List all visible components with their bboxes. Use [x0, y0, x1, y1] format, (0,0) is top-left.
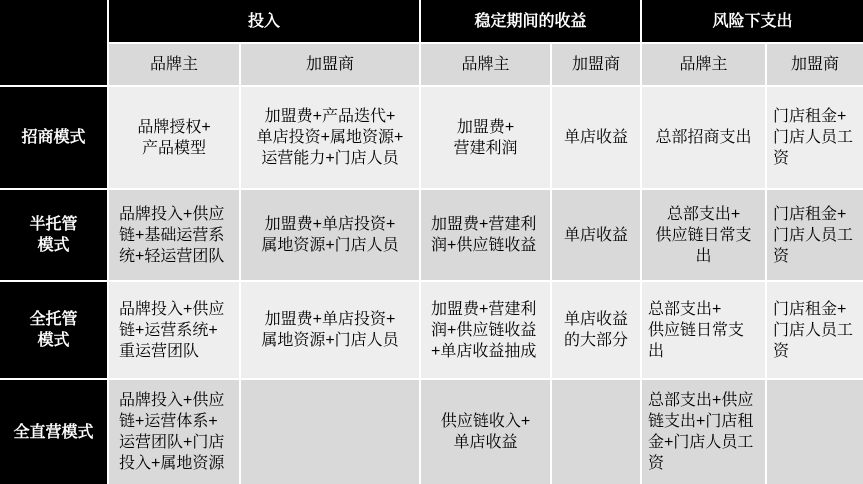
subheader-risk-franchisee: 加盟商	[767, 44, 863, 85]
row-label: 全托管 模式	[0, 282, 107, 378]
cell-income-brand-owner: 加盟费+ 营建利润	[421, 87, 550, 188]
cell-investment-brand-owner: 品牌投入+供应 链+运营体系+ 运营团队+门店 投入+属地资源	[109, 380, 239, 484]
cell-risk-brand-owner: 总部支出+ 供应链日常支 出	[642, 190, 765, 280]
subheader-income-franchisee: 加盟商	[552, 44, 640, 85]
cell-investment-brand-owner: 品牌投入+供应 链+运营系统+ 重运营团队	[109, 282, 239, 378]
row-label: 全直营模式	[0, 380, 107, 484]
cell-income-franchisee: 单店收益	[552, 87, 640, 188]
cell-risk-franchisee: 门店租金+ 门店人员工 资	[767, 190, 863, 280]
cell-risk-brand-owner: 总部招商支出	[642, 87, 765, 188]
cell-income-franchisee: 单店收益	[552, 190, 640, 280]
cell-investment-franchisee: 加盟费+产品迭代+ 单店投资+属地资源+ 运营能力+门店人员	[241, 87, 419, 188]
corner-cell	[0, 0, 107, 85]
subheader-risk-brand-owner: 品牌主	[642, 44, 765, 85]
cell-income-brand-owner: 加盟费+营建利 润+供应链收益 +单店收益抽成	[421, 282, 550, 378]
header-stable-income: 稳定期间的收益	[421, 0, 640, 42]
header-investment: 投入	[109, 0, 419, 42]
row-label: 招商模式	[0, 87, 107, 188]
cell-investment-franchisee: 加盟费+单店投资+ 属地资源+门店人员	[241, 190, 419, 280]
cell-risk-brand-owner: 总部支出+ 供应链日常支 出	[642, 282, 765, 378]
cell-income-franchisee-empty	[552, 380, 640, 484]
subheader-income-brand-owner: 品牌主	[421, 44, 550, 85]
cell-investment-brand-owner: 品牌授权+ 产品模型	[109, 87, 239, 188]
cell-risk-franchisee: 门店租金+ 门店人员工 资	[767, 282, 863, 378]
cell-income-franchisee: 单店收益 的大部分	[552, 282, 640, 378]
cell-investment-franchisee: 加盟费+单店投资+ 属地资源+门店人员	[241, 282, 419, 378]
cell-risk-franchisee: 门店租金+ 门店人员工 资	[767, 87, 863, 188]
subheader-investment-franchisee: 加盟商	[241, 44, 419, 85]
row-label: 半托管 模式	[0, 190, 107, 280]
cell-income-brand-owner: 加盟费+营建利 润+供应链收益	[421, 190, 550, 280]
cell-risk-franchisee-empty	[767, 380, 863, 484]
cell-investment-brand-owner: 品牌投入+供应 链+基础运营系 统+轻运营团队	[109, 190, 239, 280]
cell-risk-brand-owner: 总部支出+供应 链支出+门店租 金+门店人员工 资	[642, 380, 765, 484]
cell-income-brand-owner: 供应链收入+ 单店收益	[421, 380, 550, 484]
cell-investment-franchisee-empty	[241, 380, 419, 484]
header-risk-expenditure: 风险下支出	[642, 0, 863, 42]
subheader-investment-brand-owner: 品牌主	[109, 44, 239, 85]
